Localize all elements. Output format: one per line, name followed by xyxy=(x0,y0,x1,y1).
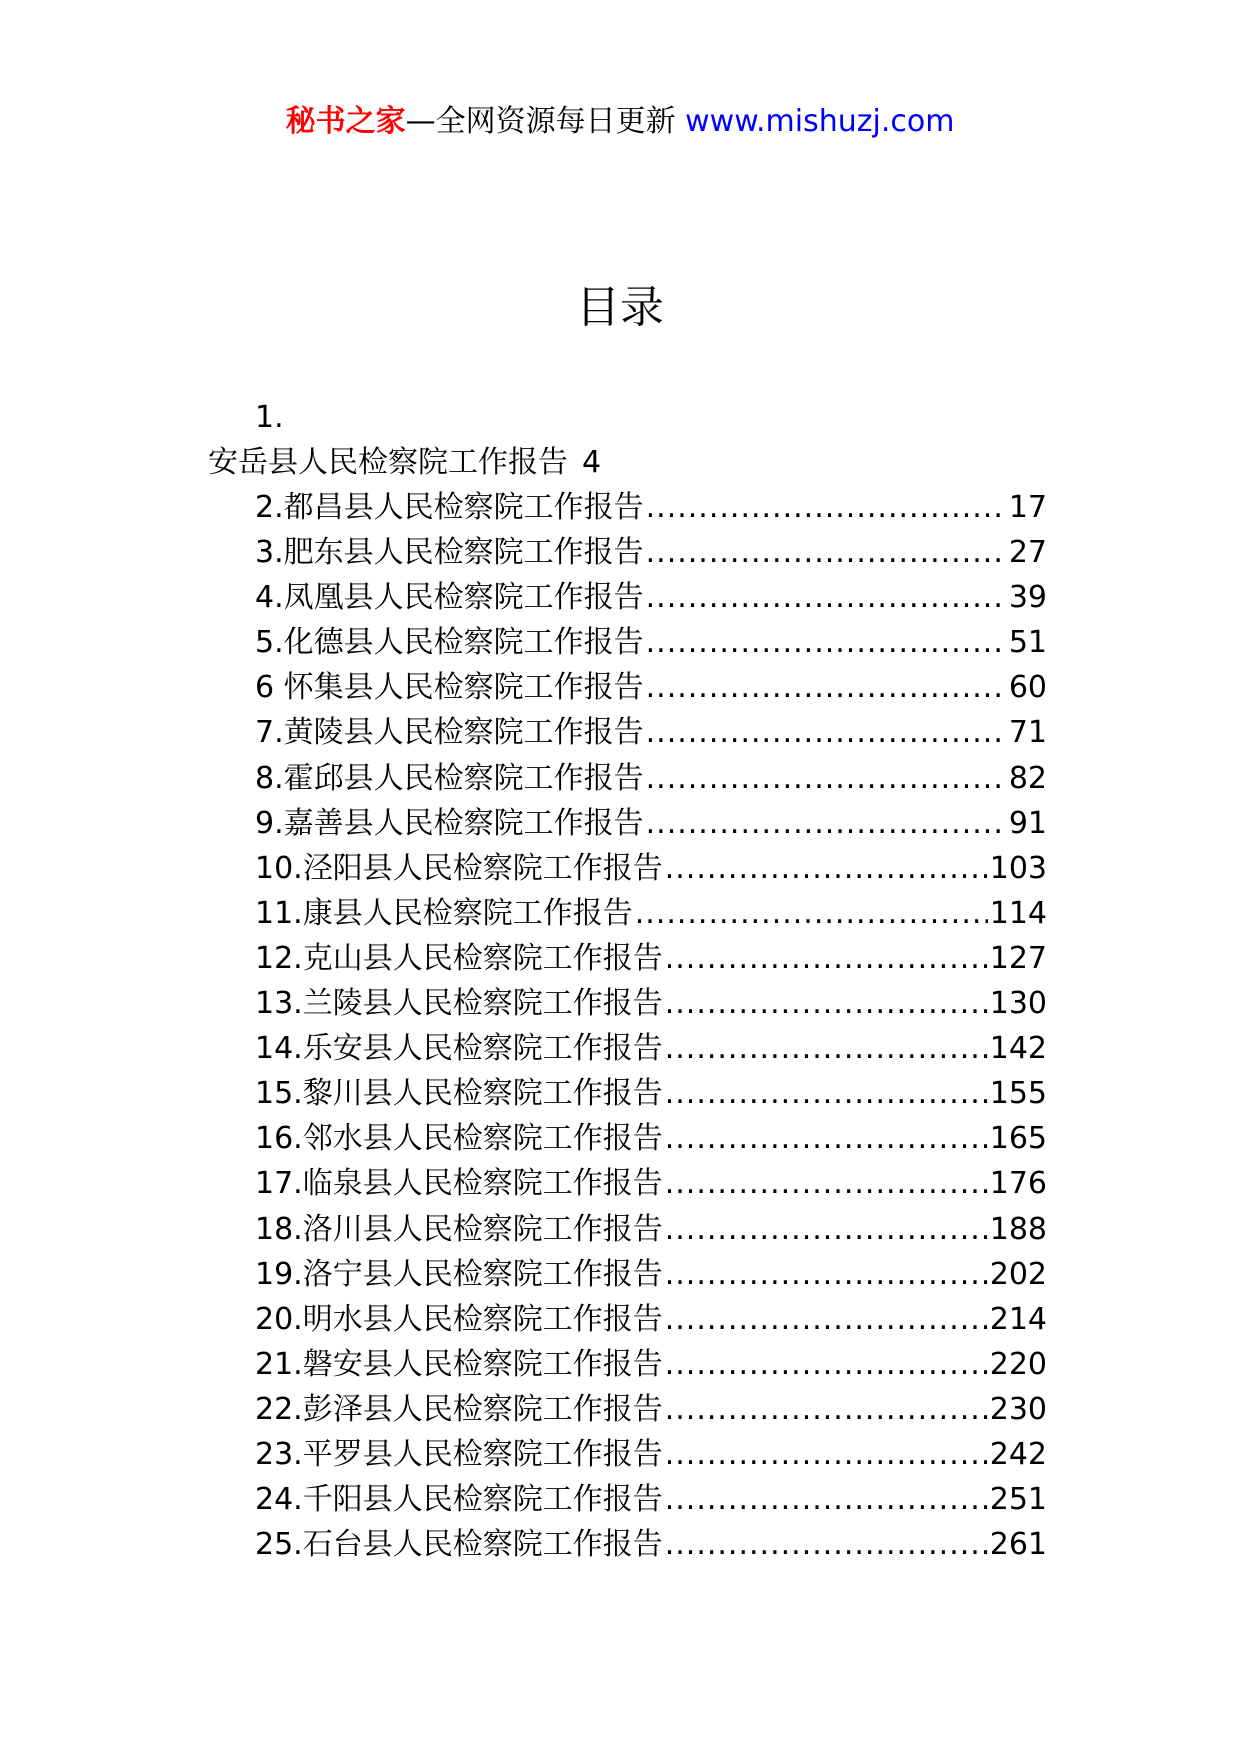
toc-list xyxy=(255,485,1047,1567)
toc-entry-page: 27 xyxy=(1008,535,1047,571)
toc-entry-title: 8.霍邱县人民检察院工作报告 xyxy=(255,760,644,796)
toc-dot-leader xyxy=(665,1387,988,1432)
toc-entry-title: 25.石台县人民检察院工作报告 xyxy=(255,1527,663,1563)
toc-entry-page: 17 xyxy=(1008,490,1047,525)
toc-dot-leader xyxy=(646,756,1007,801)
toc-dot-leader xyxy=(646,801,1007,846)
toc-entry[interactable] xyxy=(255,936,1047,981)
site-name: 秘书之家 xyxy=(285,104,406,139)
toc-entry-page: 230 xyxy=(989,1391,1047,1427)
toc-entry[interactable] xyxy=(255,665,1047,710)
toc-entry-page: 165 xyxy=(989,1121,1047,1157)
toc-entry[interactable] xyxy=(255,801,1047,846)
toc-entry[interactable] xyxy=(255,1522,1047,1567)
toc-entry[interactable] xyxy=(255,1207,1047,1252)
site-slogan: —全网资源每日更新 xyxy=(405,104,676,139)
toc-entry-page: 242 xyxy=(989,1436,1047,1472)
toc-dot-leader xyxy=(665,1116,988,1161)
toc-entry-page: 188 xyxy=(989,1211,1047,1247)
toc-dot-leader xyxy=(665,936,988,981)
toc-dot-leader xyxy=(665,1477,988,1522)
toc-entry-page: 251 xyxy=(989,1482,1047,1518)
toc-first-page: 4 xyxy=(582,445,602,480)
toc-entry[interactable] xyxy=(255,756,1047,801)
toc-entry-page: 214 xyxy=(989,1301,1047,1337)
toc-entry-title: 7.黄陵县人民检察院工作报告 xyxy=(255,715,644,751)
toc-entry[interactable] xyxy=(255,1252,1047,1297)
toc-entry-page: 103 xyxy=(989,850,1047,886)
toc-entry-title: 16.邻水县人民检察院工作报告 xyxy=(255,1121,663,1157)
toc-entry-page: 114 xyxy=(989,895,1047,931)
toc-dot-leader xyxy=(665,1522,988,1567)
toc-dot-leader xyxy=(646,575,1007,620)
toc-entry-title: 18.洛川县人民检察院工作报告 xyxy=(255,1211,663,1247)
toc-entry[interactable] xyxy=(255,710,1047,755)
toc-entry-title: 10.泾阳县人民检察院工作报告 xyxy=(255,850,663,886)
toc-dot-leader xyxy=(646,620,1007,665)
page-title: 目录 xyxy=(576,282,664,333)
toc-entry-page: 155 xyxy=(989,1076,1047,1112)
toc-entry-page: 261 xyxy=(989,1527,1047,1563)
toc-entry[interactable] xyxy=(255,1071,1047,1116)
toc-entry[interactable] xyxy=(255,1026,1047,1071)
toc-entry[interactable] xyxy=(255,1387,1047,1432)
toc-entry-page: 71 xyxy=(1008,715,1047,751)
toc-entry-page: 127 xyxy=(989,940,1047,976)
toc-dot-leader xyxy=(665,1026,988,1071)
toc-entry-page: 60 xyxy=(1008,670,1047,706)
toc-dot-leader xyxy=(646,530,1007,575)
toc-entry[interactable] xyxy=(255,575,1047,620)
toc-dot-leader xyxy=(646,665,1007,710)
toc-dot-leader xyxy=(665,1071,988,1116)
toc-entry[interactable] xyxy=(255,1432,1047,1477)
toc-entry-title: 17.临泉县人民检察院工作报告 xyxy=(255,1166,663,1202)
toc-entry[interactable] xyxy=(255,981,1047,1026)
toc-entry-page: 130 xyxy=(989,986,1047,1022)
toc-dot-leader xyxy=(665,1252,988,1297)
toc-entry[interactable] xyxy=(255,1477,1047,1522)
toc-entry[interactable] xyxy=(255,485,1047,530)
toc-dot-leader xyxy=(665,1161,988,1206)
toc-entry[interactable] xyxy=(255,620,1047,665)
toc-entry-title: 24.千阳县人民检察院工作报告 xyxy=(255,1482,663,1518)
toc-dot-leader xyxy=(665,981,988,1026)
toc-entry-page: 176 xyxy=(989,1166,1047,1202)
toc-first-title: 安岳县人民检察院工作报告 xyxy=(208,445,568,480)
toc-entry-page: 82 xyxy=(1008,760,1047,796)
toc-entry-page: 202 xyxy=(989,1256,1047,1292)
toc-dot-leader xyxy=(665,1342,988,1387)
toc-entry-title: 15.黎川县人民检察院工作报告 xyxy=(255,1076,663,1112)
toc-entry-title: 13.兰陵县人民检察院工作报告 xyxy=(255,986,663,1022)
toc-dot-leader xyxy=(665,1207,988,1252)
toc-dot-leader xyxy=(665,846,988,891)
toc-entry-title: 20.明水县人民检察院工作报告 xyxy=(255,1301,663,1337)
toc-entry-page: 51 xyxy=(1008,625,1047,661)
toc-entry-title: 12.克山县人民检察院工作报告 xyxy=(255,940,663,976)
toc-entry-title: 4.凤凰县人民检察院工作报告 xyxy=(255,580,644,616)
toc-entry[interactable] xyxy=(255,891,1047,936)
toc-entry-title: 6 怀集县人民检察院工作报告 xyxy=(255,670,644,706)
site-header xyxy=(0,100,1240,144)
toc-entry[interactable] xyxy=(255,1116,1047,1161)
toc-entry-title: 3.肥东县人民检察院工作报告 xyxy=(255,535,644,571)
toc-entry-title: 14.乐安县人民检察院工作报告 xyxy=(255,1031,663,1067)
toc-dot-leader xyxy=(646,485,1007,530)
toc-dot-leader xyxy=(635,891,988,936)
toc-entry-title: 9.嘉善县人民检察院工作报告 xyxy=(255,805,644,841)
toc-entry[interactable] xyxy=(255,530,1047,575)
toc-entry-page: 39 xyxy=(1008,580,1047,616)
site-url-link[interactable]: www.mishuzj.com xyxy=(685,104,955,139)
toc-entry-title: 22.彭泽县人民检察院工作报告 xyxy=(255,1391,663,1427)
toc-first-entry[interactable] xyxy=(208,440,601,485)
toc-entry-title: 23.平罗县人民检察院工作报告 xyxy=(255,1436,663,1472)
toc-entry-title: 11.康县人民检察院工作报告 xyxy=(255,895,633,931)
toc-entry-title: 19.洛宁县人民检察院工作报告 xyxy=(255,1256,663,1292)
toc-entry-page: 220 xyxy=(989,1346,1047,1382)
toc-dot-leader xyxy=(665,1432,988,1477)
toc-entry-title: 5.化德县人民检察院工作报告 xyxy=(255,625,644,661)
toc-entry[interactable] xyxy=(255,1297,1047,1342)
toc-entry[interactable] xyxy=(255,846,1047,891)
toc-dot-leader xyxy=(665,1297,988,1342)
toc-entry-page: 91 xyxy=(1008,805,1047,841)
toc-entry[interactable] xyxy=(255,1342,1047,1387)
toc-dot-leader xyxy=(646,710,1007,755)
toc-entry[interactable] xyxy=(255,1161,1047,1206)
toc-entry-page: 142 xyxy=(989,1031,1047,1067)
toc-entry-title: 21.磐安县人民检察院工作报告 xyxy=(255,1346,663,1382)
toc-first-number: 1. xyxy=(255,400,284,435)
toc-entry-title: 2.都昌县人民检察院工作报告 xyxy=(255,490,644,525)
